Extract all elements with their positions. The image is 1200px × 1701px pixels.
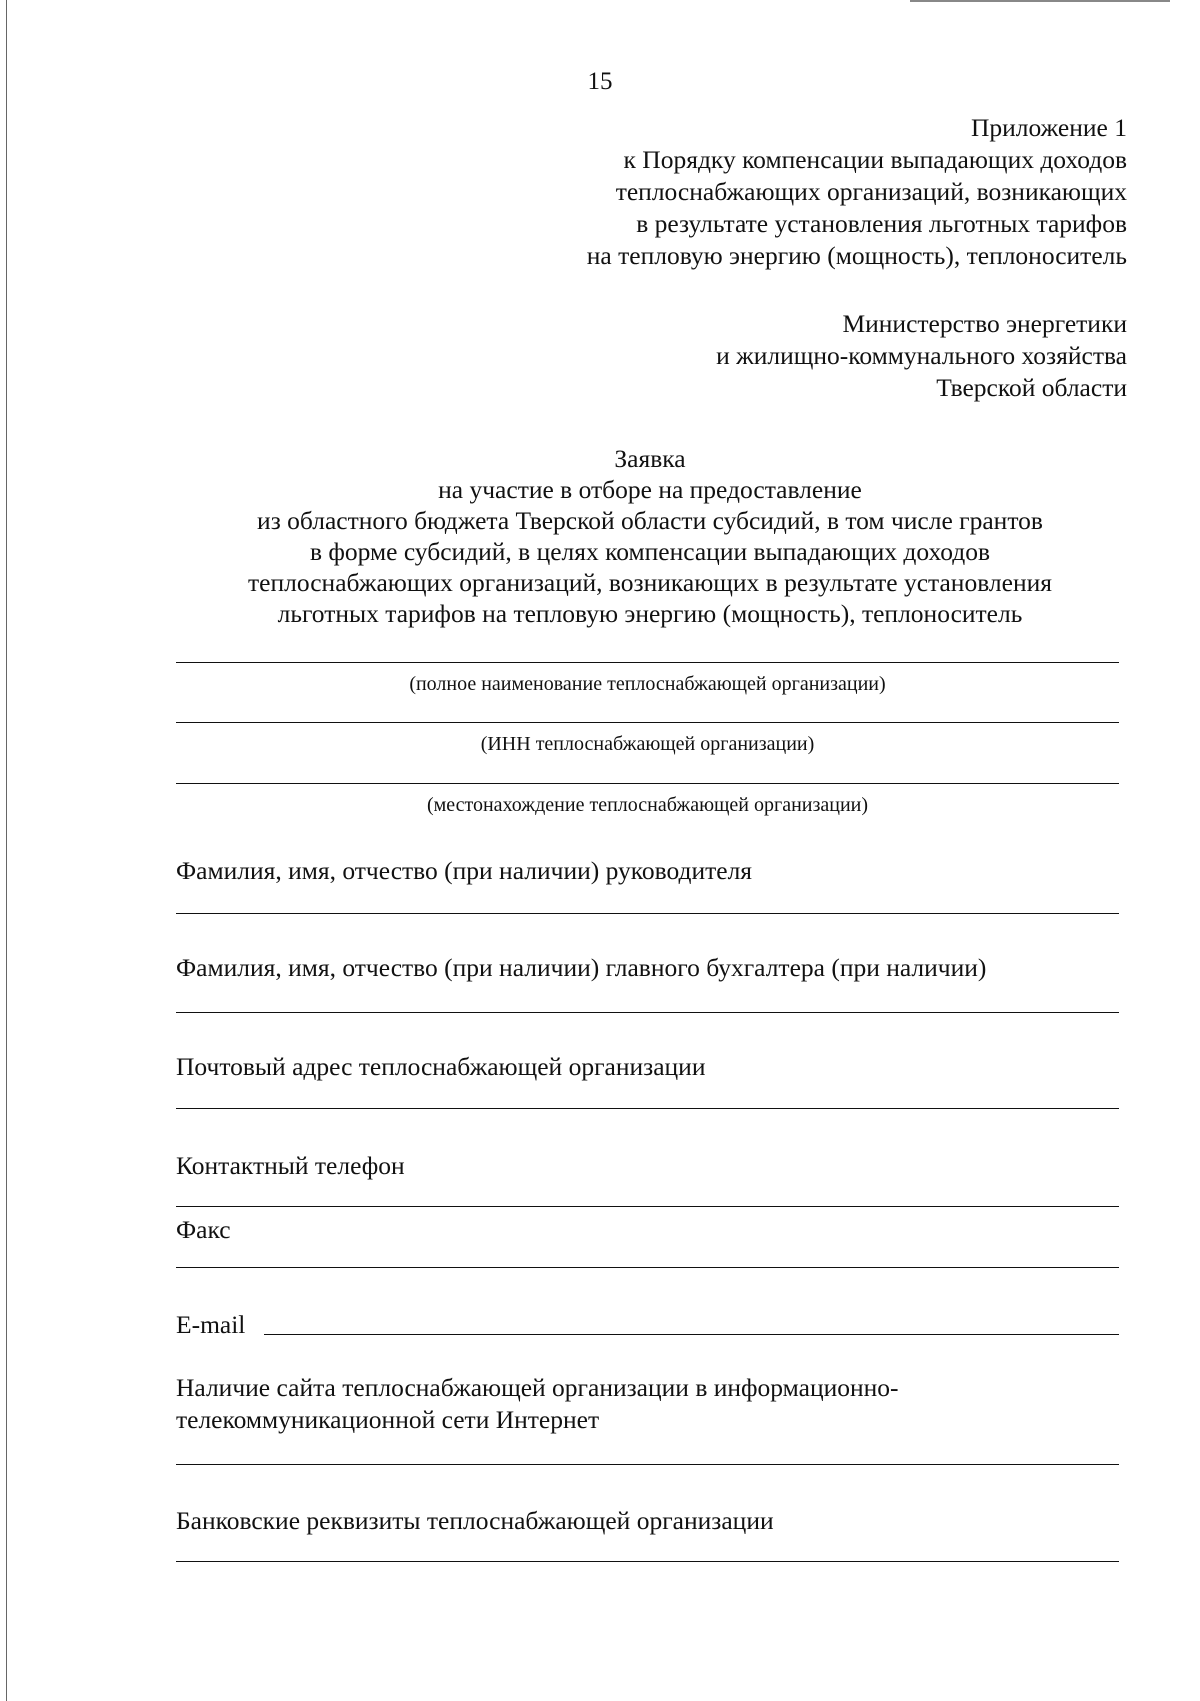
appendix-line: к Порядку компенсации выпадающих доходов [623,145,1127,174]
email-label: E-mail [176,1310,246,1339]
appendix-line: в результате установления льготных тарифов [636,209,1127,238]
scan-edge-line-top [910,0,1170,2]
inn-caption: (ИНН теплоснабжающей организации) [480,733,815,755]
addressee-block [716,308,1127,404]
application-subtitle-line: льготных тарифов на тепловую энергию (мощность), теплоноситель [277,599,1023,628]
application-subtitle-line: на участие в отборе на предоставление [438,475,862,504]
postal-address-label: Почтовый адрес теплоснабжающей организации [176,1052,706,1081]
page-number: 15 [587,68,613,95]
appendix-line: Приложение 1 [971,113,1127,142]
fax-label: Факс [176,1215,231,1244]
accountant-label: Фамилия, имя, отчество (при наличии) главного бухгалтера (при наличии) [176,953,987,982]
website-label [176,1372,1136,1436]
director-blank-line[interactable] [176,913,1119,914]
appendix-header [587,112,1127,272]
email-blank-line[interactable] [264,1334,1119,1335]
application-subtitle-line: в форме субсидий, в целях компенсации выпадающих доходов [309,537,991,566]
appendix-line: теплоснабжающих организаций, возникающих [615,177,1127,206]
website-label-line: телекоммуникационной сети Интернет [176,1405,600,1434]
application-subtitle-line: теплоснабжающих организаций, возникающих в результате установления [248,568,1052,597]
location-caption: (местонахождение теплоснабжающей организации) [426,794,869,816]
application-title-block [190,443,1110,629]
inn-blank-line[interactable] [176,722,1119,723]
full-name-blank-line[interactable] [176,662,1119,663]
application-subtitle-line: из областного бюджета Тверской области субсидий, в том числе грантов [257,506,1043,535]
addressee-line: Тверской области [936,373,1127,402]
application-title: Заявка [614,444,686,473]
phone-blank-line[interactable] [176,1206,1119,1207]
phone-label: Контактный телефон [176,1151,405,1180]
website-blank-line[interactable] [176,1464,1119,1465]
website-label-line: Наличие сайта теплоснабжающей организации в информационно- [176,1373,899,1402]
addressee-line: Министерство энергетики [842,309,1127,338]
bank-details-blank-line[interactable] [176,1561,1119,1562]
appendix-line: на тепловую энергию (мощность), теплоноситель [586,241,1127,270]
location-blank-line[interactable] [176,783,1119,784]
director-label: Фамилия, имя, отчество (при наличии) руководителя [176,856,753,885]
accountant-blank-line[interactable] [176,1012,1119,1013]
addressee-line: и жилищно-коммунального хозяйства [716,341,1127,370]
fax-blank-line[interactable] [176,1267,1119,1268]
scan-edge-line [6,0,7,1701]
bank-details-label: Банковские реквизиты теплоснабжающей организации [176,1506,774,1535]
postal-address-blank-line[interactable] [176,1108,1119,1109]
full-name-caption: (полное наименование теплоснабжающей организации) [409,673,886,695]
